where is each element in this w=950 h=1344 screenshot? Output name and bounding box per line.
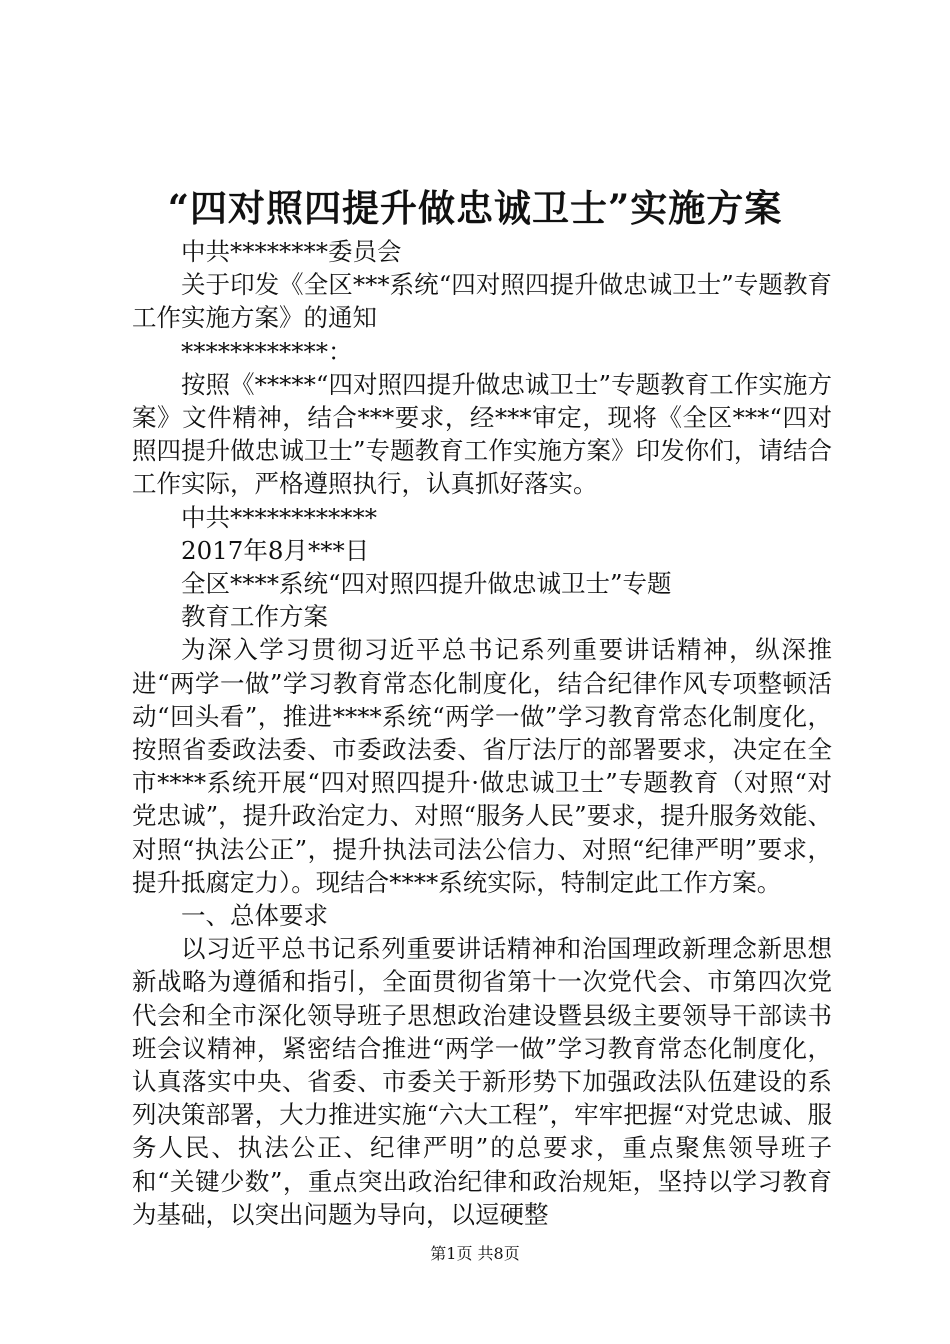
- issuer-line: 中共********委员会: [181, 237, 402, 266]
- document-title: “四对照四提升做忠诚卫士”实施方案: [167, 186, 783, 230]
- salutation: ************：: [181, 336, 353, 366]
- signature-date: 2017年8月***日: [181, 535, 370, 565]
- document-body: [132, 235, 832, 1231]
- plan-title-line-2: 教育工作方案: [181, 602, 328, 632]
- requirements-paragraph: 以习近平总书记系列重要讲话精神和治国理政新理念新思想新战略为遵循和指引，全面贯彻省第十一次党代会、市第四次党代会和全市深化领导班子思想政治建设暨县级主要领导干部读书班会议精神，紧密结合推进“两学一做”学习教育常态化制度化，认真落实中央、省委、市委关于新形势下加强政法队伍建设的系列决策部署，大力推进实施“六大工程”，牢牢把握“对党忠诚、服务人民、执法公正、纪律严明”的总要求，重点聚焦领导班子和“关键少数”，重点突出政治纪律和政治规矩，坚持以学习教育为基础，以突出问题为导向，以逗硬整: [132, 934, 832, 1229]
- intro-paragraph: 为深入学习贯彻习近平总书记系列重要讲话精神，纵深推进“两学一做”学习教育常态化制度化，结合纪律作风专项整顿活动“回头看”，推进****系统“两学一做”学习教育常态化制度化，按照省委政法委、市委政法委、省厅法厅的部署要求，决定在全市****系统开展“四对照四提升·做忠诚卫士”专题教育（对照“对党忠诚”，提升政治定力、对照“服务人民”要求，提升服务效能、对照“执法公正”，提升执法司法公信力、对照“纪律严明”要求，提升抵腐定力）。现结合****系统实际，特制定此工作方案。: [132, 635, 832, 897]
- section-heading: 一、总体要求: [181, 901, 328, 931]
- notice-title: 关于印发《全区***系统“四对照四提升做忠诚卫士”专题教育工作实施方案》的通知: [132, 270, 832, 333]
- signature-org: 中共************: [181, 502, 377, 532]
- plan-title-line-1: 全区****系统“四对照四提升做忠诚卫士”专题: [181, 569, 672, 599]
- notice-body: 按照《*****“四对照四提升做忠诚卫士”专题教育工作实施方案》文件精神，结合***要求，经***审定，现将《全区***“四对照四提升做忠诚卫士”专题教育工作实施方案》印发你们，请结合工作实际，严格遵照执行，认真抓好落实。: [132, 369, 832, 499]
- page-footer: 第1页 共8页: [430, 1244, 520, 1263]
